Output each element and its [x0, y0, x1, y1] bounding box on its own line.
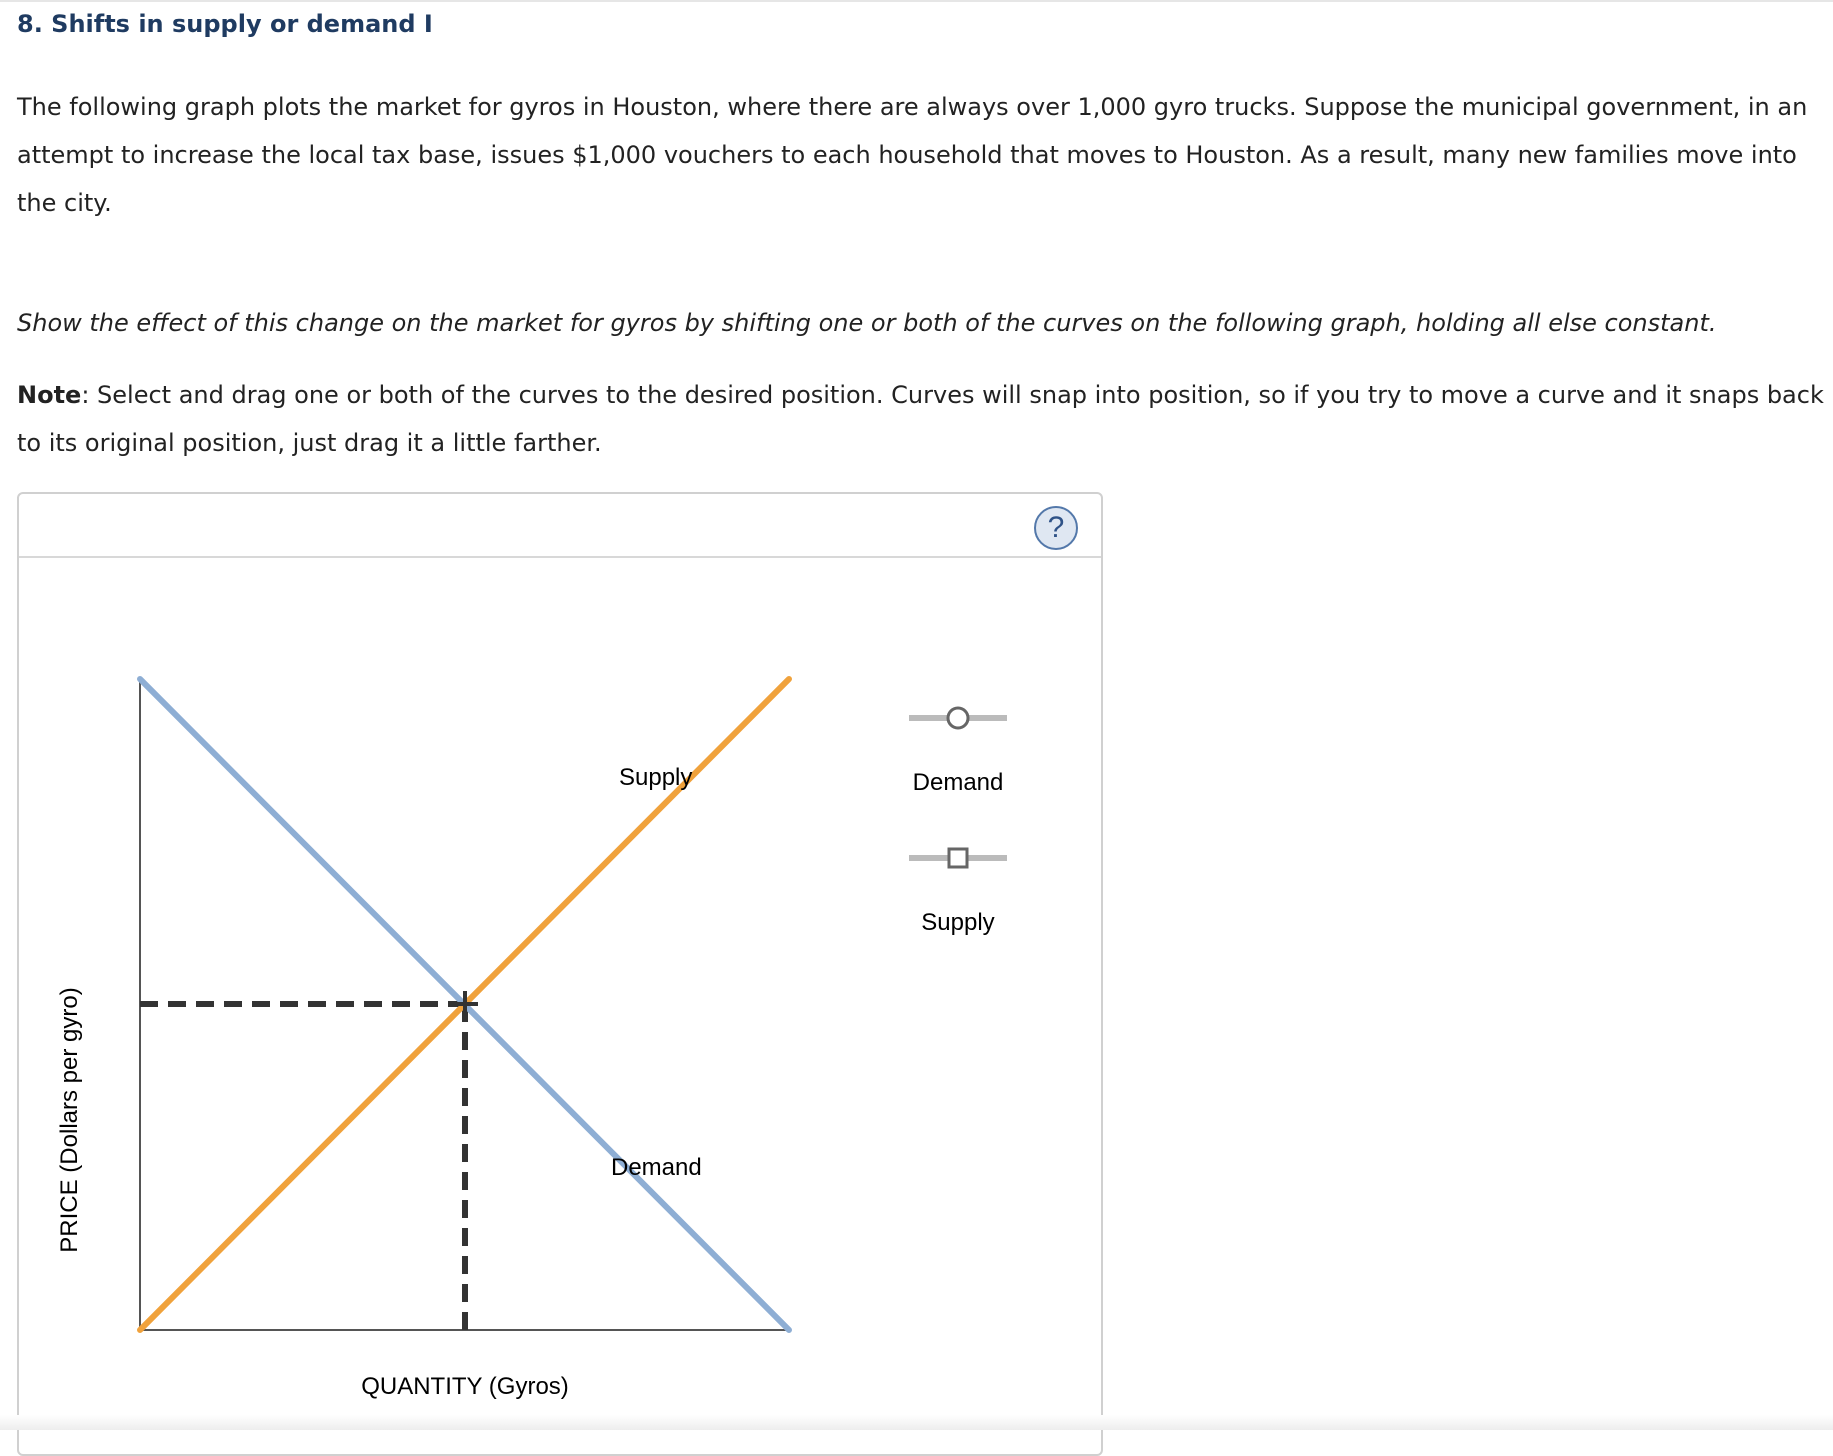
note-line-1 [17, 371, 1833, 419]
legend-demand-label: Demand [912, 769, 1004, 796]
note-line-2: to its original position, just drag it a little farther. [17, 429, 602, 457]
question-title: 8. Shifts in supply or demand I [17, 10, 433, 38]
y-axis-label: PRICE (Dollars per gyro) [56, 987, 83, 1253]
circle-marker-icon[interactable] [948, 708, 968, 728]
question-mark-icon: ? [1047, 511, 1065, 544]
demand-curve-label: Demand [611, 1154, 702, 1181]
graph-panel [17, 492, 1103, 1456]
question-intro: The following graph plots the market for gyros in Houston, where there are always over 1,000 gyro trucks. Suppose the municipal government, in an attempt to increase the local tax base, issues $1,000 vouchers to each household that moves to Houston. As a result, many new families move into the city. [17, 93, 1808, 217]
question-prompt: Show the effect of this change on the market for gyros by shifting one or both of the curves on the following graph, holding all else constant. [17, 309, 1717, 337]
top-divider [0, 0, 1833, 2]
square-marker-icon[interactable] [949, 849, 967, 867]
instruction-note [17, 371, 1833, 467]
legend-demand-tool[interactable] [909, 708, 1007, 796]
supply-curve-label: Supply [619, 764, 693, 791]
note-label: Note [17, 381, 82, 409]
bottom-edge-shadow [0, 1415, 1833, 1430]
legend-supply-tool[interactable] [909, 849, 1007, 936]
legend-supply-label: Supply [921, 909, 995, 936]
note-text-1: : Select and drag one or both of the curves to the desired position. Curves will snap into position, so if you try to move a curve and it snaps back [81, 381, 1824, 409]
supply-demand-graph [19, 494, 1101, 1414]
x-axis-label: QUANTITY (Gyros) [361, 1373, 569, 1400]
